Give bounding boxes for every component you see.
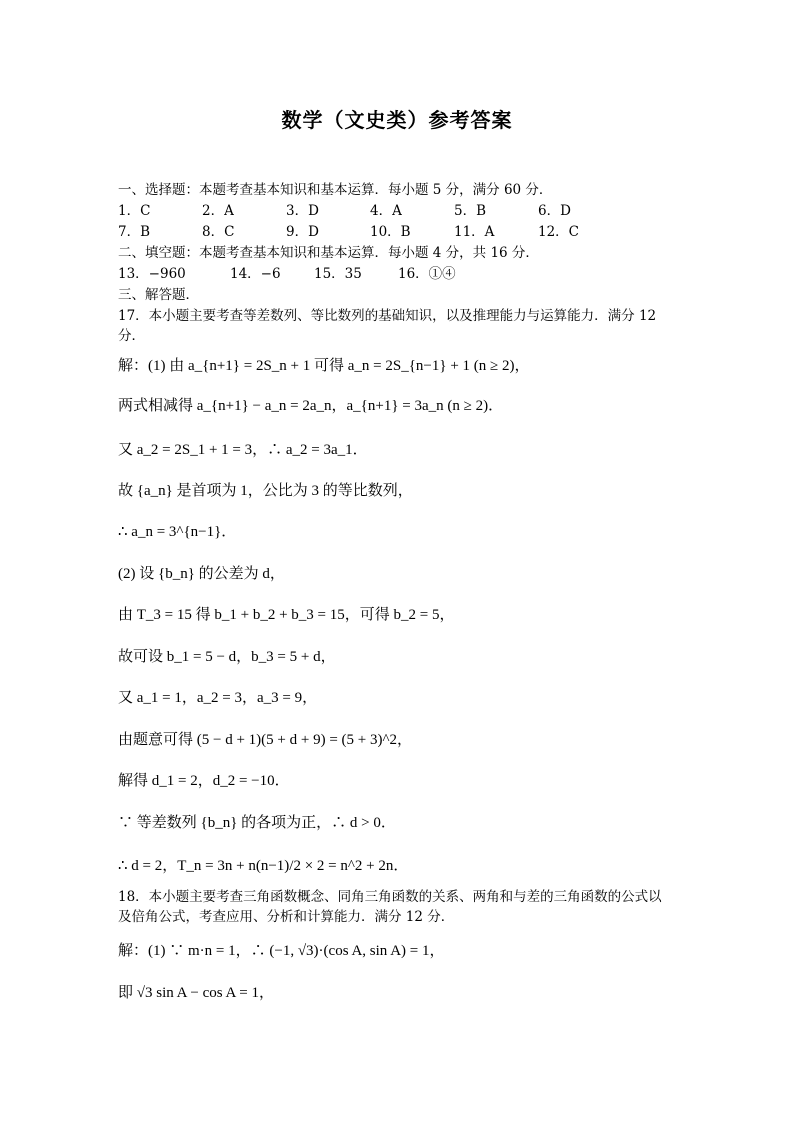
q17-step-5: ∴ a_n = 3^{n−1}． (118, 524, 237, 540)
answer-6: 6．D (538, 203, 571, 219)
section-solution-heading: 三、解答题． (118, 287, 199, 303)
answer-11: 11．A (454, 224, 495, 240)
answer-10: 10．B (370, 224, 411, 240)
fill-answers-row (118, 265, 482, 283)
section-fill-heading: 二、填空题：本题考查基本知识和基本运算．每小题 4 分，共 16 分． (118, 245, 539, 261)
answer-7: 7．B (118, 224, 151, 240)
q17-step-4: 故 {a_n} 是首项为 1，公比为 3 的等比数列， (118, 483, 413, 499)
answer-2: 2．A (202, 203, 234, 219)
choice-row-1 (118, 202, 622, 220)
section-choice-heading: 一、选择题：本题考查基本知识和基本运算．每小题 5 分，满分 60 分． (118, 182, 553, 198)
q18-intro-line2: 及倍角公式，考查应用、分析和计算能力．满分 12 分． (118, 909, 455, 925)
q17-step-12: ∵ 等差数列 {b_n} 的各项为正，∴ d > 0． (118, 815, 396, 831)
q17-step-7: 由 T_3 = 15 得 b_1 + b_2 + b_3 = 15，可得 b_2 = 5， (118, 607, 455, 623)
q17-step-11: 解得 d_1 = 2，d_2 = −10． (118, 773, 290, 789)
answer-12: 12．C (538, 224, 580, 240)
q17-step-1: 解：(1) 由 a_{n+1} = 2S_n + 1 可得 a_n = 2S_{n−1} + 1 (n ≥ 2)， (118, 358, 530, 374)
choice-row-2 (118, 223, 622, 241)
answer-1: 1．C (118, 203, 151, 219)
q18-intro-line1: 18．本小题主要考查三角函数概念、同角三角函数的关系、两角和与差的三角函数的公式以 (118, 889, 662, 905)
page-title: 数学（文史类）参考答案 (281, 108, 513, 132)
answer-9: 9．D (286, 224, 319, 240)
answer-4: 4．A (370, 203, 402, 219)
answer-16: 16．①④ (398, 266, 456, 282)
answer-5: 5．B (454, 203, 487, 219)
q17-intro-line2: 分． (118, 328, 145, 344)
q17-step-6: (2) 设 {b_n} 的公差为 d， (118, 566, 285, 582)
answer-13: 13．−960 (118, 266, 186, 282)
answer-3: 3．D (286, 203, 319, 219)
q17-step-8: 故可设 b_1 = 5 − d，b_3 = 5 + d， (118, 649, 336, 665)
answer-15: 15．35 (314, 266, 362, 282)
q17-step-13: ∴ d = 2，T_n = 3n + n(n−1)/2 × 2 = n^2 + 2n． (118, 858, 409, 874)
q17-step-10: 由题意可得 (5 − d + 1)(5 + d + 9) = (5 + 3)^2， (118, 732, 413, 748)
q18-step-2: 即 √3 sin A − cos A = 1， (118, 985, 275, 1001)
q18-step-1: 解：(1) ∵ m·n = 1，∴ (−1, √3)·(cos A, sin A) = 1， (118, 943, 445, 959)
q17-intro-line1: 17．本小题主要考查等差数列、等比数列的基础知识，以及推理能力与运算能力．满分 12 (118, 308, 657, 324)
answer-8: 8．C (202, 224, 235, 240)
q17-step-3: 又 a_2 = 2S_1 + 1 = 3，∴ a_2 = 3a_1． (118, 442, 368, 458)
answer-14: 14．−6 (230, 266, 281, 282)
q17-step-9: 又 a_1 = 1，a_2 = 3，a_3 = 9， (118, 690, 318, 706)
q17-step-2: 两式相减得 a_{n+1} − a_n = 2a_n，a_{n+1} = 3a_n (n ≥ 2)． (118, 398, 504, 414)
